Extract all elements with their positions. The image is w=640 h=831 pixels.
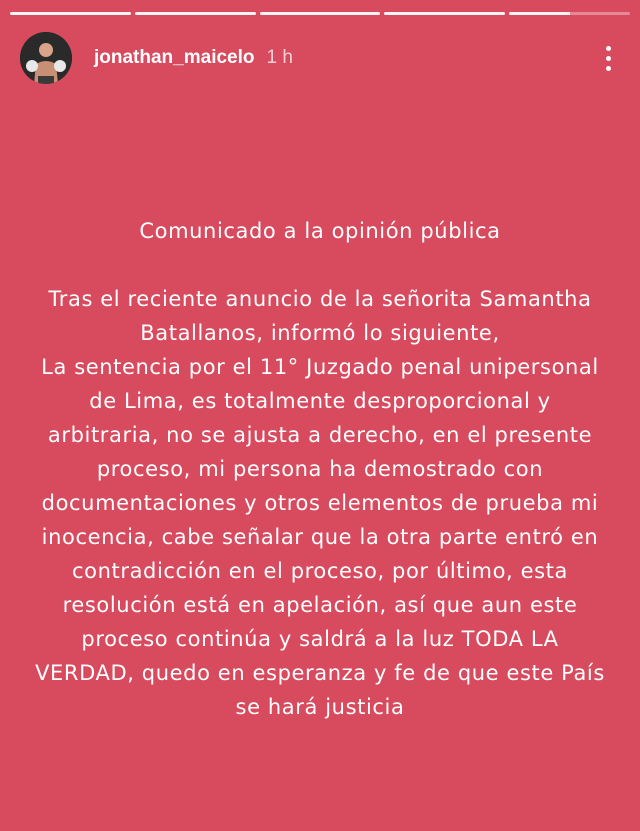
progress-segment bbox=[260, 12, 381, 15]
statement-line: La sentencia por el 11° Juzgado penal unipersonal bbox=[41, 355, 599, 379]
statement-body bbox=[16, 282, 624, 724]
statement-line: arbitraria, no se ajusta a derecho, en el presente bbox=[47, 423, 593, 447]
more-vertical-icon[interactable] bbox=[596, 40, 620, 76]
progress-segment bbox=[384, 12, 505, 15]
statement-line: Tras el reciente anuncio de la señorita Samantha bbox=[48, 287, 592, 311]
post-time: 1 h bbox=[266, 47, 293, 68]
story-text bbox=[16, 214, 624, 724]
username[interactable]: jonathan_maicelo bbox=[94, 47, 255, 68]
avatar[interactable] bbox=[20, 32, 72, 84]
story-progress-bar bbox=[10, 12, 630, 15]
progress-fill bbox=[135, 12, 256, 15]
progress-fill bbox=[10, 12, 131, 15]
statement-line: contradicción en el proceso, por último, esta bbox=[72, 559, 568, 583]
statement-line: de Lima, es totalmente desproporcional y bbox=[89, 389, 551, 413]
progress-segment bbox=[10, 12, 131, 15]
statement-line: resolución está en apelación, así que aun este bbox=[62, 593, 578, 617]
statement-line: Batallanos, informó lo siguiente, bbox=[140, 321, 500, 345]
progress-fill bbox=[384, 12, 505, 15]
statement-title: Comunicado a la opinión pública bbox=[139, 219, 501, 243]
statement-line: proceso, mi persona ha demostrado con bbox=[96, 457, 544, 481]
progress-segment bbox=[509, 12, 630, 15]
statement-line: documentaciones y otros elementos de prueba mi bbox=[41, 491, 599, 515]
progress-fill bbox=[260, 12, 381, 15]
statement-line: VERDAD, quedo en esperanza y fe de que este País bbox=[35, 661, 605, 685]
statement-line: proceso continúa y saldrá a la luz TODA LA bbox=[81, 627, 559, 651]
boxer-avatar-icon bbox=[20, 32, 72, 84]
progress-fill bbox=[509, 12, 569, 15]
statement-line: se hará justicia bbox=[235, 695, 405, 719]
statement-line: inocencia, cabe señalar que la otra parte entró en bbox=[41, 525, 599, 549]
story-header bbox=[20, 32, 620, 84]
progress-segment bbox=[135, 12, 256, 15]
